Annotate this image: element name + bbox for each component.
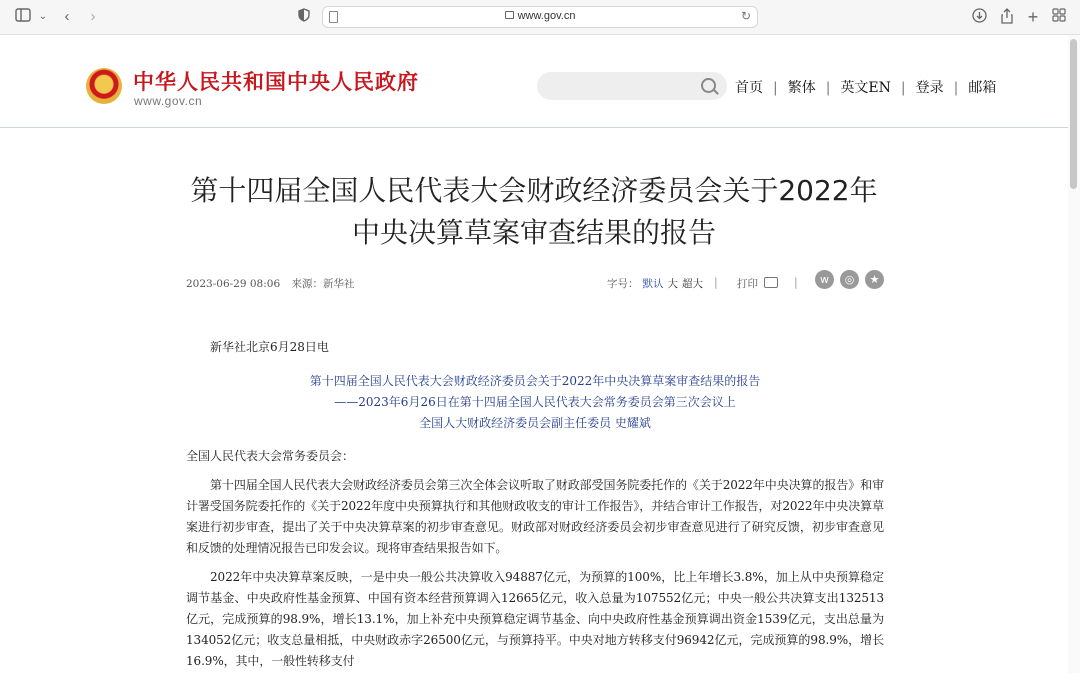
nav-separator: | <box>953 80 959 96</box>
sidebar-icon[interactable] <box>14 8 32 26</box>
font-size-label: 字号： <box>607 278 639 290</box>
meta-separator: | <box>794 276 798 289</box>
font-size-control <box>607 276 703 291</box>
search-input[interactable] <box>537 72 727 100</box>
national-emblem-icon[interactable] <box>86 68 122 104</box>
font-size-large[interactable]: 大 <box>667 278 678 290</box>
top-nav <box>735 77 996 97</box>
nav-separator: | <box>773 80 778 96</box>
reload-icon[interactable]: ↻ <box>740 9 751 23</box>
report-heading-line-1: 第十四届全国人民代表大会财政经济委员会关于2022年中央决算草案审查结果的报告 <box>309 374 761 388</box>
source-name: 新华社 <box>322 278 355 290</box>
wechat-share-icon[interactable]: ◎ <box>840 270 859 289</box>
site-domain: www.gov.cn <box>134 94 203 108</box>
paragraph: 第十四届全国人民代表大会财政经济委员会第三次全体会议听取了财政部受国务院委托作的《关于2022年中央决算的报告》和审计署受国务院委托作的《关于2022年度中央预算执行和其他财政收支的审计工作报告》，并结合审计工作报告，对2022年中央决算草案进行初步审查，提出了关于中央决算草案的初步审查意见。财政部对财政经济委员会初步审查意见进行了研究反馈，初步审查意见和反馈的处理情况报告已印发会议。现将审查结果报告如下。 <box>186 478 884 555</box>
forward-icon[interactable]: › <box>90 8 96 25</box>
new-tab-icon[interactable]: + <box>1027 7 1039 27</box>
download-icon[interactable] <box>970 8 988 26</box>
page-scrollbar[interactable] <box>1068 35 1080 673</box>
share-icon[interactable] <box>998 8 1016 26</box>
meta-separator: | <box>714 276 718 289</box>
publish-datetime: 2023-06-29 08:06 <box>186 278 281 290</box>
report-heading-line-3: 全国人大财政经济委员会副主任委员 史耀斌 <box>419 416 651 430</box>
report-heading-line-2: ——2023年6月26日在第十四届全国人民代表大会常务委员会第三次会议上 <box>334 395 736 409</box>
favorite-share-icon[interactable]: ★ <box>865 270 884 289</box>
nav-login[interactable]: 登录 <box>915 80 944 96</box>
site-name[interactable]: 中华人民共和国中央人民政府 <box>133 70 419 94</box>
print-button[interactable] <box>737 276 778 291</box>
tab-overview-icon[interactable] <box>1050 8 1068 26</box>
title-line-1: 第十四届全国人民代表大会财政经济委员会关于2022年 <box>190 174 878 207</box>
nav-separator: | <box>825 80 831 96</box>
search-icon[interactable] <box>701 78 716 93</box>
dateline: 新华社北京6月28日电 <box>210 340 329 354</box>
printer-icon <box>764 277 778 288</box>
shield-icon[interactable] <box>295 8 313 26</box>
back-icon[interactable]: ‹ <box>64 8 70 25</box>
font-size-default[interactable]: 默认 <box>642 278 664 290</box>
paragraph: 2022年中央决算草案反映，一是中央一般公共决算收入94887亿元，为预算的100%，比上年增长3.8%，加上从中央预算稳定调节基金、中央政府性基金预算、中国有资本经营预算调入12665亿元，收入总量为107552亿元；中央一般公共决算支出132513亿元，完成预算的98.9%，增长13.1%，加上补充中央预算稳定调节基金、向中央政府性基金预算调出资金1539亿元，支出总量为134052亿元；收支总量相抵，中央财政赤字26500亿元，与预算持平。中央对地方转移支付96942亿元，完成预算的98.9%，增长16.9%，其中，一般性转移支付 <box>186 570 884 668</box>
font-size-xlarge[interactable]: 超大 <box>682 278 703 290</box>
article-meta <box>186 276 354 291</box>
nav-english[interactable]: 英文EN <box>840 80 891 96</box>
browser-toolbar <box>0 0 1080 35</box>
chevron-down-icon[interactable]: ⌄ <box>38 11 48 22</box>
nav-home[interactable]: 首页 <box>735 80 763 96</box>
site-header <box>0 35 1068 128</box>
address-bar[interactable] <box>322 6 758 28</box>
url-text: www.gov.cn <box>517 10 576 22</box>
report-heading <box>186 371 884 434</box>
nav-separator: | <box>900 80 906 96</box>
source-label: 来源： <box>291 278 323 290</box>
lock-icon <box>505 11 514 19</box>
scroll-thumb[interactable] <box>1070 39 1077 189</box>
nav-mailbox[interactable]: 邮箱 <box>968 80 997 96</box>
article-body <box>186 337 884 680</box>
weibo-share-icon[interactable]: w <box>815 270 834 289</box>
salutation: 全国人民代表大会常务委员会： <box>186 449 355 463</box>
title-line-2: 中央决算草案审查结果的报告 <box>351 216 716 249</box>
nav-traditional[interactable]: 繁体 <box>787 80 816 96</box>
print-label: 打印 <box>737 278 758 290</box>
article-title <box>160 170 908 254</box>
